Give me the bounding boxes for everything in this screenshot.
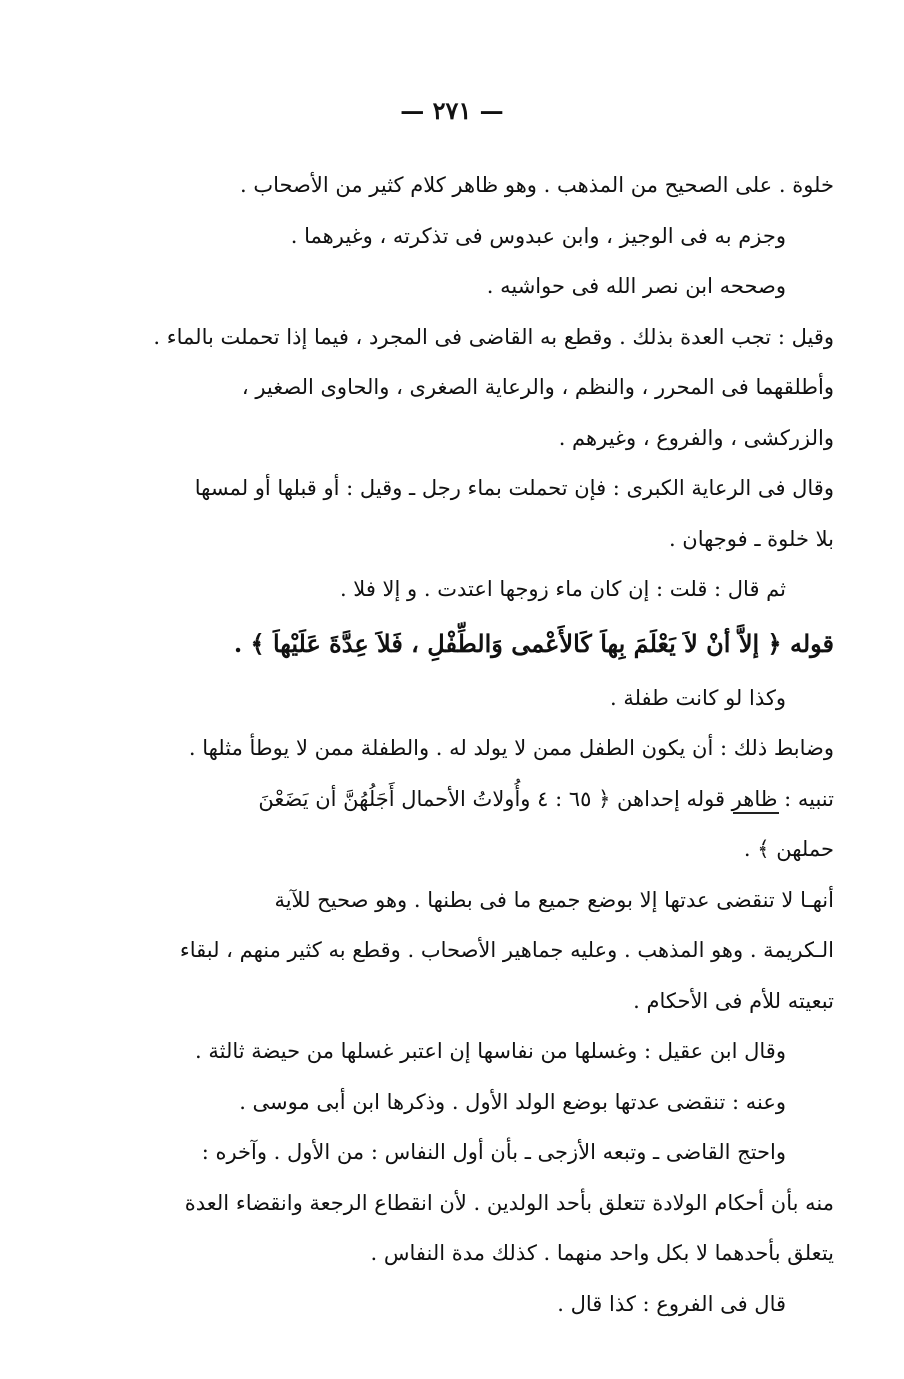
text-line: حملهن ﴾ .: [743, 837, 834, 861]
text-line: أنهـا لا تنقضى عدتها إلا بوضع جميع ما فى بطنها . وهو صحيح للآية: [274, 887, 834, 912]
quoted-verse-line: قوله ﴿ إلاَّ أنْ لاَ يَعْلَمَ بِهاَ كَالأَعْمى وَالطِّفْلِ ، فَلاَ عِدَّةَ عَلَيْهاَ ﴾ .: [233, 628, 834, 658]
text-line: وضابط ذلك : أن يكون الطفل ممن لا يولد له . والطفلة ممن لا يوطأ مثلها .: [188, 736, 834, 760]
text-line: وصححه ابن نصر الله فى حواشيه .: [486, 274, 786, 298]
text-line: خلوة . على الصحيح من المذهب . وهو ظاهر كلام كثير من الأصحاب .: [239, 173, 834, 197]
text-line: وقال ابن عقيل : وغسلها من نفاسها إن اعتبر غسلها من حيضة ثالثة .: [195, 1039, 786, 1063]
text-line: تبعيته للأم فى الأحكام .: [633, 988, 834, 1013]
text-line: وأطلقهما فى المحرر ، والنظم ، والرعاية الصغرى ، والحاوى الصغير ،: [241, 375, 834, 399]
page-body: [70, 160, 834, 1329]
text-line: وعنه : تنقضى عدتها بوضع الولد الأول . وذكرها ابن أبى موسى .: [239, 1089, 786, 1114]
text-line: الـكريمة . وهو المذهب . وعليه جماهير الأصحاب . وقطع به كثير منهم ، لبقاء: [179, 938, 834, 962]
tanbih-underline: [733, 812, 779, 814]
text-line: وجزم به فى الوجيز ، وابن عبدوس فى تذكرته ، وغيرهما .: [290, 223, 786, 248]
text-line: منه بأن أحكام الولادة تتعلق بأحد الولدين . لأن انقطاع الرجعة وانقضاء العدة: [184, 1190, 834, 1215]
text-line: ثم قال : قلت : إن كان ماء زوجها اعتدت . و إلا فلا .: [339, 577, 786, 601]
text-line: واحتج القاضى ـ وتبعه الأزجى ـ بأن أول النفاس : من الأول . وآخره :: [201, 1140, 786, 1164]
text-line: تنبيه : ظاهر قوله إحداهن ﴿ ٦٥ : ٤ وأُولاتُ الأحمال أَجَلُهُنَّ أن يَضَعْنَ: [258, 786, 834, 811]
text-line: يتعلق بأحدهما لا بكل واحد منهما . كذلك مدة النفاس .: [370, 1241, 834, 1265]
text-line: بلا خلوة ـ فوجهان .: [668, 526, 834, 551]
text-line: وقال فى الرعاية الكبرى : فإن تحملت بماء رجل ـ وقيل : أو قبلها أو لمسها: [194, 476, 834, 500]
text-line: وكذا لو كانت طفلة .: [609, 685, 786, 710]
text-line: قال فى الفروع : كذا قال .: [557, 1291, 786, 1316]
text-line: والزركشى ، والفروع ، وغيرهم .: [558, 425, 834, 450]
text-line: وقيل : تجب العدة بذلك . وقطع به القاضى فى المجرد ، فيما إذا تحملت بالماء .: [153, 324, 834, 349]
page-number: — ٢٧١ —: [400, 96, 504, 125]
